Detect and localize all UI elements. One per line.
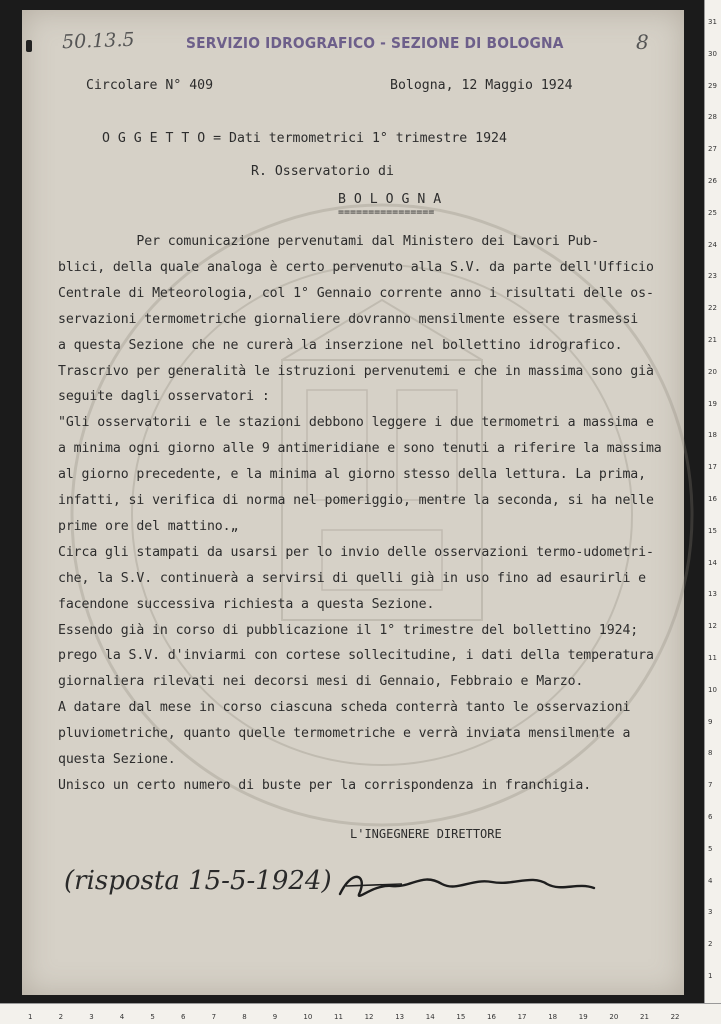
ruler-label: 11 — [334, 1013, 343, 1021]
body-line: prego la S.V. d'inviarmi con cortese sollecitudine, i dati della temperatura — [58, 648, 654, 664]
ruler-label: 27 — [708, 145, 717, 154]
ruler-label: 25 — [708, 208, 717, 217]
ruler-label: 15 — [708, 526, 717, 535]
ruler-label: 6 — [181, 1013, 186, 1021]
body-line: a minima ogni giorno alle 9 antimeridiane e sono tenuti a riferire la massima — [58, 441, 662, 457]
circular-number: Circolare N° 409 — [86, 78, 214, 93]
ruler-label: 5 — [150, 1013, 155, 1021]
signature-image — [332, 864, 602, 914]
ruler-label: 7 — [708, 781, 713, 790]
body-line: seguite dagli osservatori : — [58, 389, 270, 405]
ruler-label: 11 — [708, 654, 717, 662]
ruler-label: 18 — [548, 1013, 558, 1021]
ruler-label: 16 — [708, 495, 717, 503]
body-line: infatti, si verifica di norma nel pomeriggio, mentre la seconda, si ha nelle — [58, 493, 654, 508]
body-line: al giorno precedente, e la minima al giorno stesso della lettura. La prima, — [58, 467, 646, 483]
ruler-label: 18 — [708, 431, 717, 440]
ruler-label: 31 — [708, 18, 717, 26]
body-line: Essendo già in corso di pubblicazione il 1° trimestre del bollettino 1924; — [58, 622, 639, 638]
body-line: prime ore del mattino.„ — [58, 518, 239, 534]
ruler-label: 14 — [425, 1013, 435, 1021]
ruler-label: 21 — [708, 336, 717, 344]
ruler-label: 8 — [242, 1013, 247, 1021]
body-line: Per comunicazione pervenutami dal Ministero dei Lavori Pub- — [58, 234, 599, 249]
ruler-label: 20 — [609, 1013, 619, 1021]
handwritten-note: (risposta 15-5-1924) — [64, 866, 332, 896]
ruler-label: 13 — [395, 1013, 405, 1021]
ruler-label: 10 — [303, 1013, 313, 1021]
body-line: che, la S.V. continuerà a servirsi di quelli già in uso fino ad esaurirli e — [58, 570, 646, 586]
body-line: a questa Sezione che ne curerà la inserzione nel bollettino idrografico. — [58, 337, 623, 353]
ruler-label: 6 — [708, 813, 713, 821]
ruler-label: 10 — [708, 685, 717, 694]
body-line: giornaliera rilevati nei decorsi mesi di Gennaio, Febbraio e Marzo. — [58, 674, 584, 690]
ruler-label: 19 — [708, 399, 717, 408]
ruler-label: 20 — [708, 367, 717, 376]
recipient-line-1: R. Osservatorio di — [251, 164, 394, 179]
subject-line: O G G E T T O = Dati termometrici 1° trimestre 1924 — [102, 131, 507, 146]
ruler-label: 19 — [578, 1013, 588, 1021]
ruler-label: 23 — [708, 272, 717, 281]
recipient-line-2: B O L O G N A — [338, 192, 442, 207]
place-date: Bologna, 12 Maggio 1924 — [390, 78, 573, 93]
ruler-label: 2 — [58, 1013, 64, 1021]
body-line: A datare dal mese in corso ciascuna scheda conterrà tanto le osservazioni — [58, 700, 631, 716]
body-line: "Gli osservatorii e le stazioni debbono leggere i due termometri a massima e — [58, 415, 654, 431]
ruler-label: 26 — [708, 177, 717, 185]
ruler-label: 24 — [708, 240, 717, 249]
recipient-underline: ================ — [338, 207, 435, 218]
bottom-ruler — [0, 1003, 721, 1024]
ruler-label: 2 — [708, 940, 713, 949]
ruler-label: 3 — [708, 908, 713, 917]
body-line: pluviometriche, quanto quelle termometriche e verrà inviata mensilmente a — [58, 726, 631, 742]
ruler-label: 29 — [708, 81, 717, 90]
body-line: Unisco un certo numero di buste per la corrispondenza in franchigia. — [58, 777, 592, 793]
binder-mark — [26, 40, 32, 52]
ruler-label: 14 — [708, 558, 717, 567]
ruler-label: 4 — [708, 876, 713, 885]
page-number: 8 — [636, 30, 649, 54]
ruler-label: 1 — [708, 972, 713, 980]
ruler-label: 16 — [487, 1013, 496, 1021]
ruler-label: 4 — [119, 1013, 125, 1021]
ruler-label: 5 — [708, 844, 713, 853]
office-stamp: SERVIZIO IDROGRAFICO - SEZIONE DI BOLOGNA — [186, 34, 564, 52]
body-line: servazioni termometriche giornaliere dovranno mensilmente essere trasmessi — [58, 311, 639, 327]
body-line: Trascrivo per generalità le istruzioni pervenutemi e che in massima sono già — [58, 363, 654, 379]
ruler-label: 13 — [708, 590, 717, 599]
ruler-label: 8 — [708, 749, 713, 758]
ruler-label: 7 — [211, 1013, 217, 1021]
pencil-reference: 50.13.5 — [61, 28, 135, 54]
body-line: Centrale di Meteorologia, col 1° Gennaio corrente anno i risultati delle os- — [58, 285, 654, 301]
ruler-label: 17 — [708, 463, 717, 472]
ruler-label: 30 — [708, 49, 717, 58]
ruler-label: 1 — [28, 1013, 33, 1021]
ruler-label: 9 — [272, 1013, 278, 1021]
ruler-label: 3 — [89, 1013, 94, 1021]
right-ruler — [704, 0, 721, 1004]
ruler-label: 15 — [456, 1013, 466, 1021]
body-line: questa Sezione. — [58, 752, 176, 767]
body-line: facendone successiva richiesta a questa Sezione. — [58, 596, 435, 612]
ruler-label: 9 — [708, 717, 713, 726]
ruler-label: 21 — [640, 1013, 649, 1021]
ruler-label: 17 — [517, 1013, 527, 1021]
body-line: blici, della quale analoga è certo pervenuto alla S.V. da parte dell'Ufficio — [58, 259, 654, 275]
ruler-label: 22 — [670, 1013, 680, 1021]
ruler-label: 22 — [708, 304, 717, 313]
signer-title: L'INGEGNERE DIRETTORE — [350, 827, 502, 841]
ruler-label: 12 — [708, 622, 717, 631]
ruler-label: 12 — [364, 1013, 374, 1021]
ruler-label: 28 — [708, 113, 717, 122]
body-line: Circa gli stampati da usarsi per lo invio delle osservazioni termo-udometri- — [58, 544, 654, 560]
